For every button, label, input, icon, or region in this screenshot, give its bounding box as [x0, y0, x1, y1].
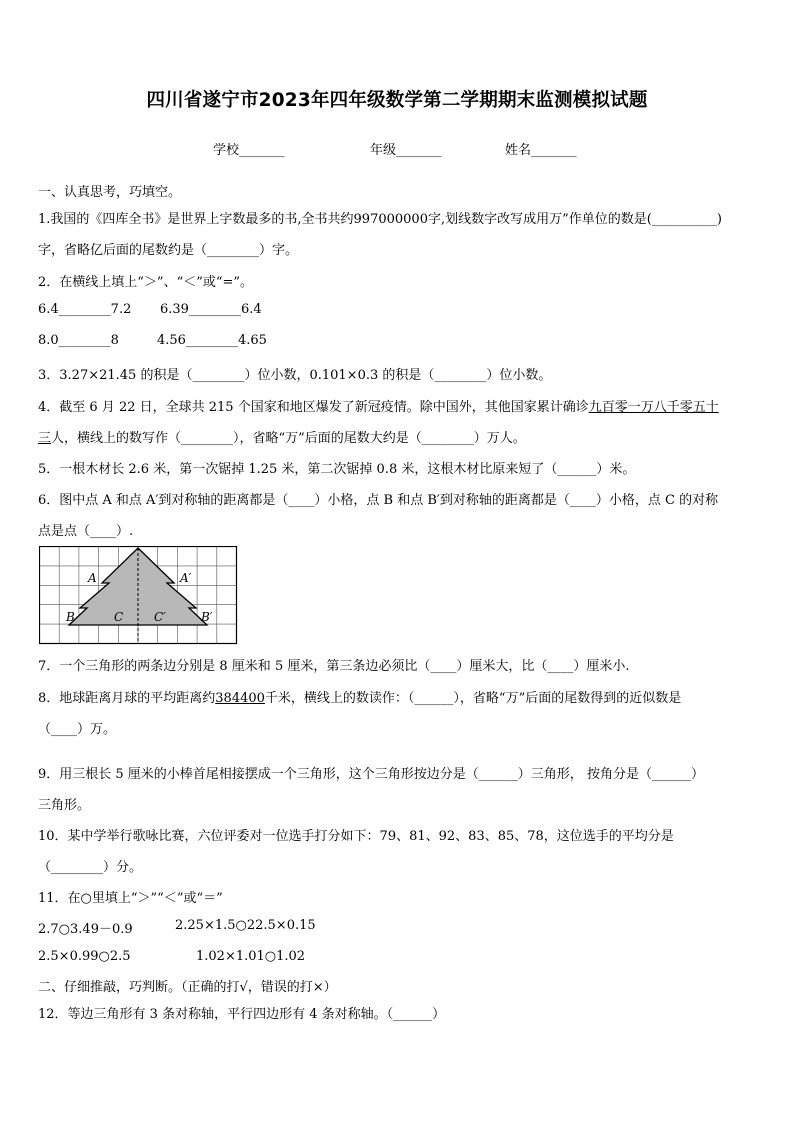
label-a: A: [88, 571, 97, 585]
q8-line1-text: 8．地球距离月球的平均距离约: [38, 691, 216, 706]
q4-line1: [38, 396, 719, 415]
q6-line1: 6．图中点 A 和点 A′到对称轴的距离都是（____）小格，点 B 和点 B′到对称轴的距离都是（____）小格，点 C 的对称: [38, 493, 719, 508]
q4-line2: [38, 427, 526, 446]
q10-line2: （________）分。: [38, 860, 143, 875]
q4-underlined-number: 九百零一万八千零五十: [588, 400, 719, 415]
q1-line2: 字，省略亿后面的尾数约是（________）字。: [38, 243, 299, 258]
q8-line1: [38, 687, 681, 706]
label-c: C: [114, 610, 124, 624]
q2-line3a: 8.0________8: [38, 333, 119, 348]
label-a-prime: A′: [180, 571, 192, 585]
label-b-prime: B′: [201, 610, 213, 624]
q11-line2b: 2.25×1.5○22.5×0.15: [175, 918, 316, 933]
school-field[interactable]: 学校_______: [213, 143, 285, 158]
q2-line2b: 6.39________6.4: [160, 302, 262, 317]
symmetry-figure: [39, 546, 239, 646]
q8-underlined-number: 384400: [215, 691, 265, 706]
label-b: B: [66, 610, 75, 624]
q1-line1: 1.我国的《四库全书》是世界上字数最多的书,全书共约997000000字,划线数字改写成用万”作单位的数是(__________): [38, 212, 722, 227]
q2-line3b: 4.56________4.65: [157, 333, 267, 348]
q11-line3b: 1.02×1.01○1.02: [196, 949, 306, 964]
q11-line1: 11．在○里填上“＞”“＜”或“＝”: [38, 891, 223, 906]
q12-line: 12．等边三角形有 3 条对称轴，平行四边形有 4 条对称轴。（______）: [38, 1007, 446, 1022]
label-c-prime: C′: [154, 610, 166, 624]
q11-line2a: 2.7○3.49－0.9: [38, 922, 133, 937]
section2-heading: 二、仔细推敲，巧判断。（正确的打√，错误的打×）: [38, 980, 337, 995]
q4-underlined-number-end: 三: [38, 431, 52, 446]
q6-line2: 点是点（____）.: [38, 524, 134, 539]
section1-heading: 一、认真思考，巧填空。: [38, 185, 182, 200]
q7-line: 7．一个三角形的两条边分别是 8 厘米和 5 厘米，第三条边必须比（____）厘米大，比（____）厘米小.: [38, 659, 630, 674]
page-title: 四川省遂宁市2023年四年级数学第二学期期末监测模拟试题: [146, 90, 648, 111]
q2-line1: 2．在横线上填上“＞”、“＜”或“=”。: [38, 275, 254, 290]
q9-line2: 三角形。: [38, 798, 91, 813]
q4-line2-text: 人，横线上的数写作（________），省略“万”后面的尾数大约是（________）万人。: [51, 431, 526, 446]
q4-line1-text: 4．截至 6 月 22 日，全球共 215 个国家和地区爆发了新冠疫情。除中国外，其他国家累计确诊: [38, 400, 589, 415]
q11-line3a: 2.5×0.99○2.5: [38, 949, 131, 964]
q2-line2a: 6.4________7.2: [38, 302, 132, 317]
q3-line: 3．3.27×21.45 的积是（________）位小数，0.101×0.3 的积是（________）位小数。: [38, 368, 552, 383]
q10-line1: 10．某中学举行歌咏比赛，六位评委对一位选手打分如下：79、81、92、83、85、78，这位选手的平均分是: [38, 829, 674, 844]
grade-field[interactable]: 年级_______: [370, 143, 442, 158]
q8-line1-rest: 千米，横线上的数读作：（______），省略“万”后面的尾数得到的近似数是: [264, 691, 682, 706]
q9-line1: 9．用三根长 5 厘米的小棒首尾相接摆成一个三角形，这个三角形按边分是（______）三角形， 按角分是（______）: [38, 767, 704, 782]
q5-line: 5．一根木材长 2.6 米，第一次锯掉 1.25 米，第二次锯掉 0.8 米，这根木材比原来短了（______）米。: [38, 462, 636, 477]
name-field[interactable]: 姓名_______: [505, 143, 577, 158]
q8-line2: （____）万。: [38, 722, 117, 737]
